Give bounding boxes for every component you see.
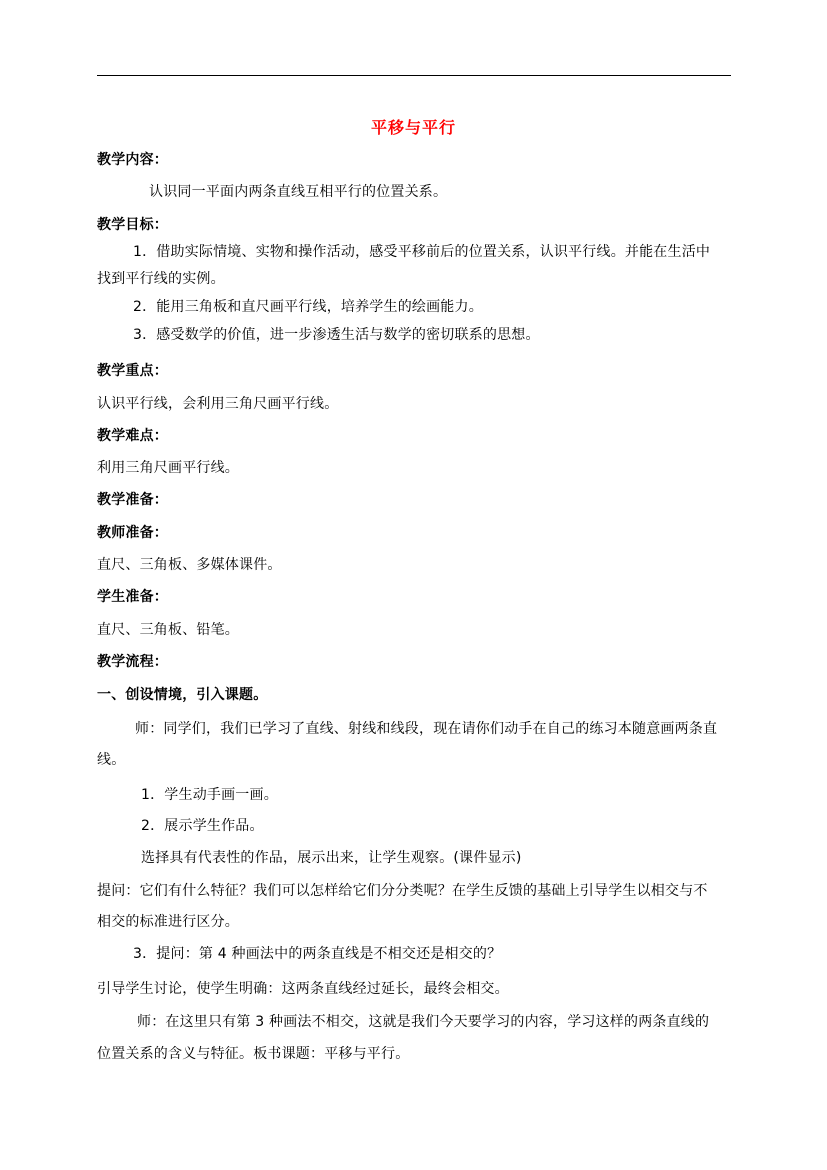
paragraph-1-line-2: 线。 xyxy=(97,752,126,768)
content-heading: 教学内容： xyxy=(97,152,168,168)
goal-1-line-2: 找到平行线的实例。 xyxy=(97,271,225,287)
step-1: 1．学生动手画一画。 xyxy=(141,787,278,803)
process-heading: 教学流程： xyxy=(97,654,168,670)
paragraph-1-line-1: 师：同学们，我们已学习了直线、射线和线段，现在请你们动手在自己的练习本随意画两条直 xyxy=(135,721,718,737)
step-3: 3．提问：第 4 种画法中的两条直线是不相交还是相交的？ xyxy=(133,946,502,962)
section-1-heading: 一、创设情境，引入课题。 xyxy=(97,687,268,703)
paragraph-5-line-1: 师：在这里只有第 3 种画法不相交，这就是我们今天要学习的内容，学习这样的两条直线的 xyxy=(137,1014,710,1030)
student-prep-heading: 学生准备： xyxy=(97,589,168,605)
teacher-prep-heading: 教师准备： xyxy=(97,525,168,541)
student-prep-text: 直尺、三角板、铅笔。 xyxy=(97,622,239,638)
key-text: 认识平行线，会利用三角尺画平行线。 xyxy=(97,396,339,412)
paragraph-5-line-2: 位置关系的含义与特征。板书课题：平移与平行。 xyxy=(97,1046,410,1062)
paragraph-3-line-2: 相交的标准进行区分。 xyxy=(97,914,239,930)
teacher-prep-text: 直尺、三角板、多媒体课件。 xyxy=(97,557,282,573)
document-title: 平移与平行 xyxy=(370,118,456,137)
header-rule xyxy=(97,75,731,76)
goal-1-line-1: 1．借助实际情境、实物和操作活动，感受平移前后的位置关系，认识平行线。并能在生活中 xyxy=(133,244,711,260)
paragraph-2: 选择具有代表性的作品，展示出来，让学生观察。(课件显示) xyxy=(141,850,522,866)
goals-heading: 教学目标： xyxy=(97,217,168,233)
goal-2: 2．能用三角板和直尺画平行线，培养学生的绘画能力。 xyxy=(133,299,483,315)
goal-3: 3．感受数学的价值，进一步渗透生活与数学的密切联系的思想。 xyxy=(133,327,540,343)
key-heading: 教学重点： xyxy=(97,363,168,379)
paragraph-4: 引导学生讨论，使学生明确：这两条直线经过延长，最终会相交。 xyxy=(97,981,509,997)
step-2: 2．展示学生作品。 xyxy=(141,818,264,834)
content-text: 认识同一平面内两条直线互相平行的位置关系。 xyxy=(149,184,448,200)
difficult-text: 利用三角尺画平行线。 xyxy=(97,460,239,476)
difficult-heading: 教学难点： xyxy=(97,428,168,444)
prep-heading: 教学准备： xyxy=(97,492,168,508)
paragraph-3-line-1: 提问：它们有什么特征？我们可以怎样给它们分分类呢？在学生反馈的基础上引导学生以相交与不 xyxy=(97,883,708,899)
